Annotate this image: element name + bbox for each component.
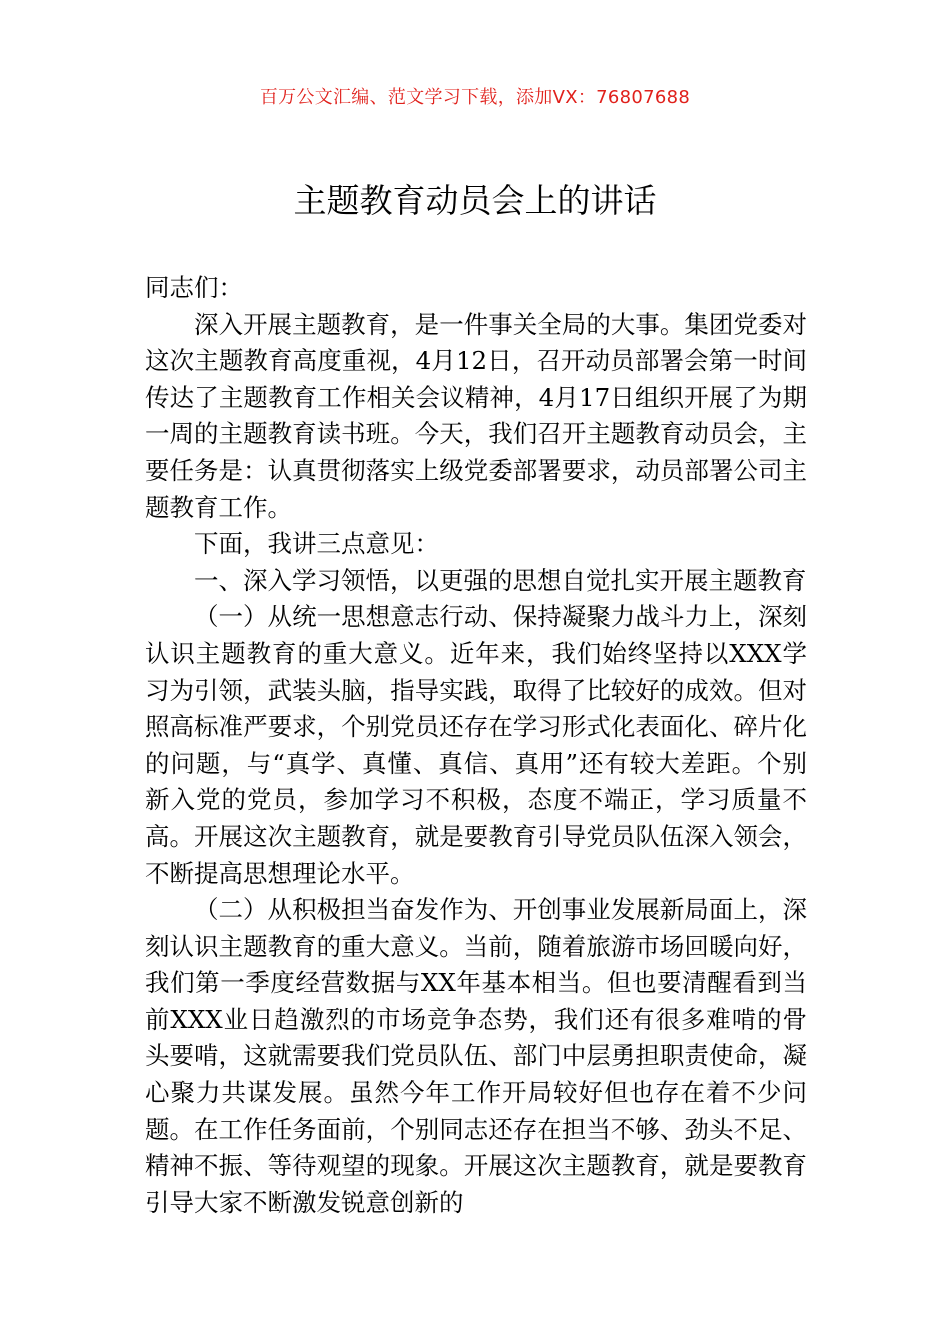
watermark-header: 百万公文汇编、范文学习下载，添加VX：76807688 xyxy=(259,87,691,108)
body-paragraph: （二）从积极担当奋发作为、开创事业发展新局面上，深刻认识主题教育的重大意义。当前，随着旅游市场回暖向好，我们第一季度经营数据与XX年基本相当。但也要清醒看到当前XXX业日趋激烈的市场竞争态势，我们还有很多难啃的骨头要啃，这就需要我们党员队伍、部门中层勇担职责使命，凝心聚力共谋发展。虽然今年工作开局较好但也存在着不少问题。在工作任务面前，个别同志还存在担当不够、劲头不足、精神不振、等待观望的现象。开展这次主题教育，就是要教育引导大家不断激发锐意创新的 xyxy=(145,895,807,1217)
body-paragraph: 下面，我讲三点意见： xyxy=(194,529,439,559)
section-heading: 一、深入学习领悟，以更强的思想自觉扎实开展主题教育 xyxy=(194,565,807,595)
document-title: 主题教育动员会上的讲话 xyxy=(293,181,657,220)
body-paragraph: 深入开展主题教育，是一件事关全局的大事。集团党委对这次主题教育高度重视，4月12日，召开动员部署会第一时间传达了主题教育工作相关会议精神，4月17日组织开展了为期一周的主题教育读书班。今天，我们召开主题教育动员会，主要任务是：认真贯彻落实上级党委部署要求，动员部署公司主题教育工作。 xyxy=(145,309,807,522)
salutation: 同志们： xyxy=(145,273,243,302)
body-paragraph: （一）从统一思想意志行动、保持凝聚力战斗力上，深刻认识主题教育的重大意义。近年来，我们始终坚持以XXX学习为引领，武装头脑，指导实践，取得了比较好的成效。但对照高标准严要求，个别党员还存在学习形式化表面化、碎片化的问题，与“真学、真懂、真信、真用”还有较大差距。个别新入党的党员，参加学习不积极，态度不端正，学习质量不高。开展这次主题教育，就是要教育引导党员队伍深入领会，不断提高思想理论水平。 xyxy=(145,602,807,888)
document-body xyxy=(145,270,807,1221)
